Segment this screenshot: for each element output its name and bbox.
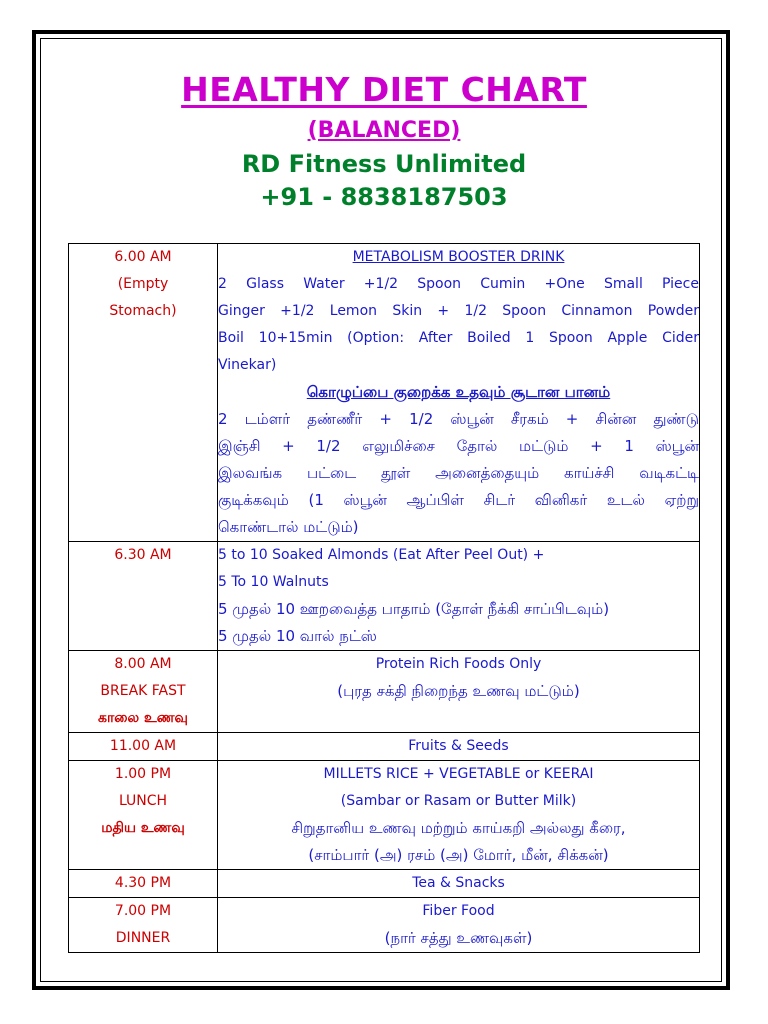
description-line: 2 டம்ளர் தண்ணீர் + 1/2 ஸ்பூன் சீரகம் + சின்ன துண்டு <box>218 410 699 428</box>
organization-name: RD Fitness Unlimited <box>241 150 527 178</box>
page-title: HEALTHY DIET CHART <box>181 70 587 109</box>
description-cell <box>218 542 700 651</box>
meal-label-tamil: காலை உணவு <box>98 710 188 726</box>
description-line: குடிக்கவும் (1 ஸ்பூன் ஆப்பிள் சிடர் வினிகர் உடல் ஏற்று <box>218 491 699 509</box>
time-cell <box>69 733 218 761</box>
description-line: Protein Rich Foods Only <box>375 656 542 672</box>
time-label: 8.00 AM <box>114 656 172 672</box>
time-label: 6.30 AM <box>114 547 172 563</box>
description-line: இஞ்சி + 1/2 எலுமிச்சை தோல் மட்டும் + 1 ஸ்பூன் <box>218 437 699 455</box>
time-cell <box>69 761 218 870</box>
description-line: 5 முதல் 10 வால் நட்ஸ் <box>218 627 377 645</box>
meal-label: LUNCH <box>118 793 168 809</box>
description-line: கொண்டால் மட்டும்) <box>218 518 359 536</box>
time-cell <box>69 651 218 733</box>
description-line: 5 To 10 Walnuts <box>218 574 329 590</box>
description-line: (நார் சத்து உணவுகள்) <box>384 929 533 947</box>
meal-label: DINNER <box>115 930 171 946</box>
table-row <box>69 542 700 651</box>
description-line: இலவங்க பட்டை தூள் அனைத்தையும் காய்ச்சி வடிகட்டி <box>218 464 699 482</box>
time-cell <box>69 542 218 651</box>
time-note: Stomach) <box>109 303 177 319</box>
description-line: Fruits & Seeds <box>408 738 509 754</box>
description-cell <box>218 761 700 870</box>
meal-label: BREAK FAST <box>100 683 186 699</box>
section-heading-tamil: கொழுப்பை குறைக்க உதவும் சூடான பானம் <box>306 383 611 401</box>
description-cell <box>218 870 700 898</box>
description-line: Fiber Food <box>422 903 495 919</box>
diet-table <box>68 243 700 953</box>
description-line: (Sambar or Rasam or Butter Milk) <box>340 793 577 809</box>
table-row <box>69 898 700 953</box>
description-line: 2 Glass Water +1/2 Spoon Cumin +One Small Piece <box>218 276 699 292</box>
table-row <box>69 651 700 733</box>
table-row <box>69 244 700 542</box>
meal-label-tamil: மதிய உணவு <box>101 820 185 836</box>
description-cell <box>218 733 700 761</box>
description-line: சிறுதானிய உணவு மற்றும் காய்கறி அல்லது கீரை, <box>291 819 626 837</box>
page-subtitle: (BALANCED) <box>307 118 461 143</box>
description-line: (புரத சக்தி நிறைந்த உணவு மட்டும்) <box>337 682 580 700</box>
description-line: 5 முதல் 10 ஊறவைத்த பாதாம் (தோள் நீக்கி சாப்பிடவும்) <box>218 600 610 618</box>
time-label: 4.30 PM <box>114 875 172 891</box>
description-line: (சாம்பார் (அ) ரசம் (அ) மோர், மீன், சிக்கன்) <box>308 846 609 864</box>
description-line: Boil 10+15min (Option: After Boiled 1 Spoon Apple Cider <box>218 330 699 346</box>
time-label: 11.00 AM <box>109 738 177 754</box>
time-label: 6.00 AM <box>114 249 172 265</box>
time-label: 1.00 PM <box>114 766 172 782</box>
table-row <box>69 761 700 870</box>
header <box>0 68 768 214</box>
time-note: (Empty <box>117 276 169 292</box>
description-line: MILLETS RICE + VEGETABLE or KEERAI <box>323 766 594 782</box>
table-row <box>69 870 700 898</box>
description-line: Tea & Snacks <box>412 875 505 891</box>
table-row <box>69 733 700 761</box>
phone-number: +91 - 8838187503 <box>260 183 508 211</box>
description-line: Vinekar) <box>218 357 277 373</box>
time-cell <box>69 244 218 542</box>
description-line: 5 to 10 Soaked Almonds (Eat After Peel Out) + <box>218 547 545 563</box>
section-heading: METABOLISM BOOSTER DRINK <box>352 249 565 265</box>
time-label: 7.00 PM <box>114 903 172 919</box>
description-cell <box>218 651 700 733</box>
description-line: Ginger +1/2 Lemon Skin + 1/2 Spoon Cinnamon Powder <box>218 303 699 319</box>
time-cell <box>69 870 218 898</box>
description-cell <box>218 244 700 542</box>
time-cell <box>69 898 218 953</box>
description-cell <box>218 898 700 953</box>
